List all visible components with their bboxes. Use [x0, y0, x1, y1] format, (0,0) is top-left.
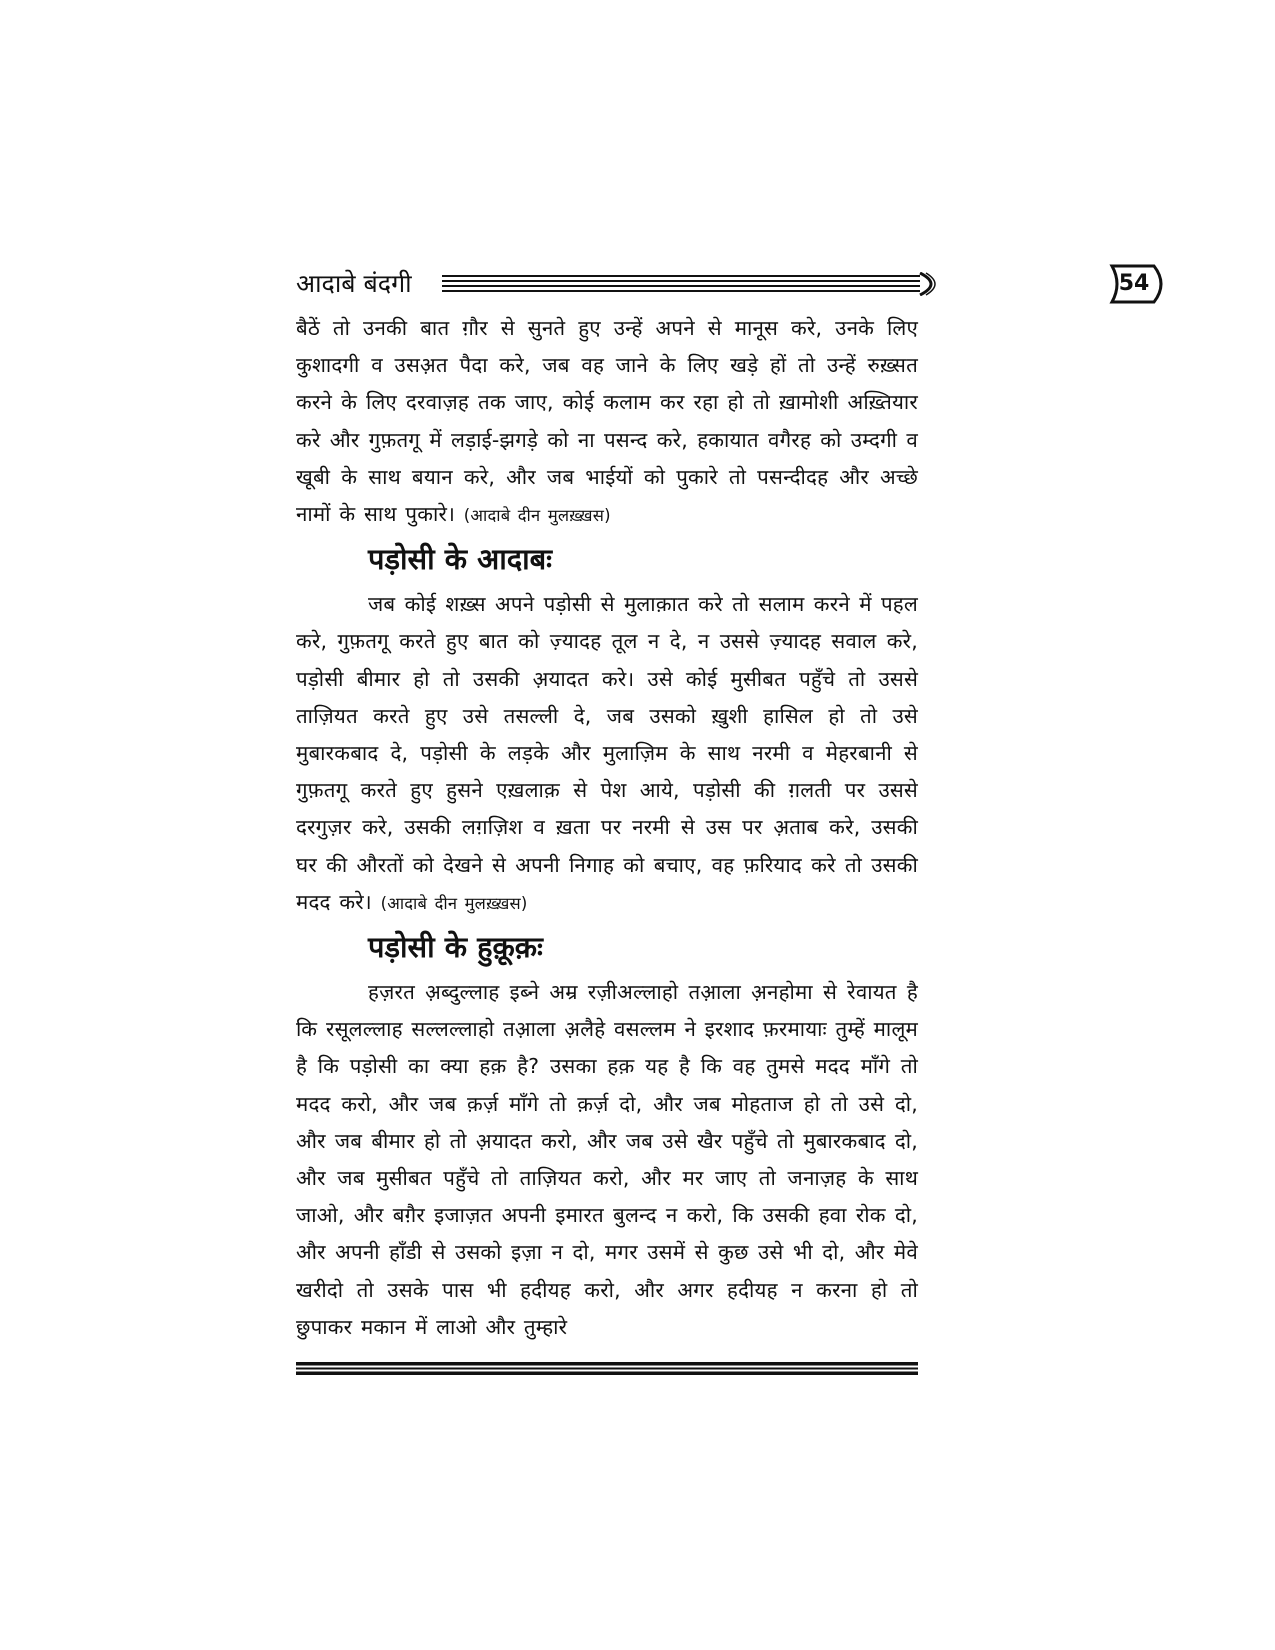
- heading-neighbour-manners: पड़ोसी के आदाबः: [368, 542, 553, 577]
- header-rule-bracket: [442, 272, 1118, 296]
- heading-neighbour-rights: पड़ोसी के हुक़ूक़ः: [368, 930, 543, 965]
- page-header: [296, 266, 1150, 302]
- paragraph-2-citation: (आदाबे दीन मुलख़्ख़स): [380, 893, 528, 913]
- paragraph-1-text: बैठें तो उनकी बात ग़ौर से सुनते हुए उन्हें अपने से मानूस करे, उनके लिए कुशादगी व उसअ़त पैदा करे, जब वह जाने के लिए खड़े हों तो उन्हें रुख़्सत करने के लिए दरवाज़ह तक जाए, कोई कलाम कर रहा हो तो ख़ामोशी अख़्तियार करे और गुफ़तगू में लड़ाई-झगड़े को ना पसन्द करे, हकायात वगैरह को उम्दगी व खूबी के साथ बयान करे, और जब भाईयों को पुकारे तो पसन्दीदह और अच्छे नामों के साथ पुकारे।: [296, 316, 918, 527]
- page-content: [296, 310, 918, 1346]
- paragraph-2: [296, 586, 918, 922]
- paragraph-1: [296, 310, 918, 534]
- book-title: आदाबे बंदगी: [296, 269, 412, 298]
- paragraph-2-text: जब कोई शख़्स अपने पड़ोसी से मुलाक़ात करे तो सलाम करने में पहल करे, गुफ़तगू करते हुए बात को ज़्यादह तूल न दे, न उससे ज़्यादह सवाल करे, पड़ोसी बीमार हो तो उसकी अ़यादत करे। उसे कोई मुसीबत पहुँचे तो उससे ताज़ियत करते हुए उसे तसल्ली दे, जब उसको ख़ुशी हासिल हो तो उसे मुबारकबाद दे, पड़ोसी के लड़के और मुलाज़िम के साथ नरमी व मेहरबानी से गुफ़तगू करते हुए हुसने एख़लाक़ से पेश आये, पड़ोसी की ग़लती पर उससे दरगुज़र करे, उसकी लग़ज़िश व ख़ता पर नरमी से उस पर अ़ताब करे, उसकी घर की औरतों को देखने से अपनी निगाह को बचाए, वह फ़रियाद करे तो उसकी मदद करे।: [296, 592, 918, 914]
- page-number: 54: [1118, 271, 1150, 296]
- footer-rule: [296, 1362, 918, 1376]
- paragraph-3: हज़रत अ़ब्दुल्लाह इब्ने अम्र रज़ीअल्लाहो तअ़ाला अ़नहोमा से रेवायत है कि रसूलल्लाह सल्लल्लाहो तअ़ाला अ़लैहे वसल्लम ने इरशाद फ़रमायाः तुम्हें मालूम है कि पड़ोसी का क्या हक़ है? उसका हक़ यह है कि वह तुमसे मदद माँगे तो मदद करो, और जब क़र्ज़ माँगे तो क़र्ज़ दो, और जब मोहताज हो तो उसे दो, और जब बीमार हो तो अ़यादत करो, और जब उसे खैर पहुँचे तो मुबारकबाद दो, और जब मुसीबत पहुँचे तो ताज़ियत करो, और मर जाए तो जनाज़ह के साथ जाओ, और बग़ैर इजाज़त अपनी इमारत बुलन्द न करो, कि उसकी हवा रोक दो, और अपनी हाँडी से उसको इज़ा न दो, मगर उसमें से कुछ उसे भी दो, और मेवे खरीदो तो उसके पास भी हदीयह करो, और अगर हदीयह न करना हो तो छुपाकर मकान में लाओ और तुम्हारे: [296, 980, 918, 1339]
- paragraph-1-citation: (आदाबे दीन मुलख़्ख़स): [463, 506, 611, 526]
